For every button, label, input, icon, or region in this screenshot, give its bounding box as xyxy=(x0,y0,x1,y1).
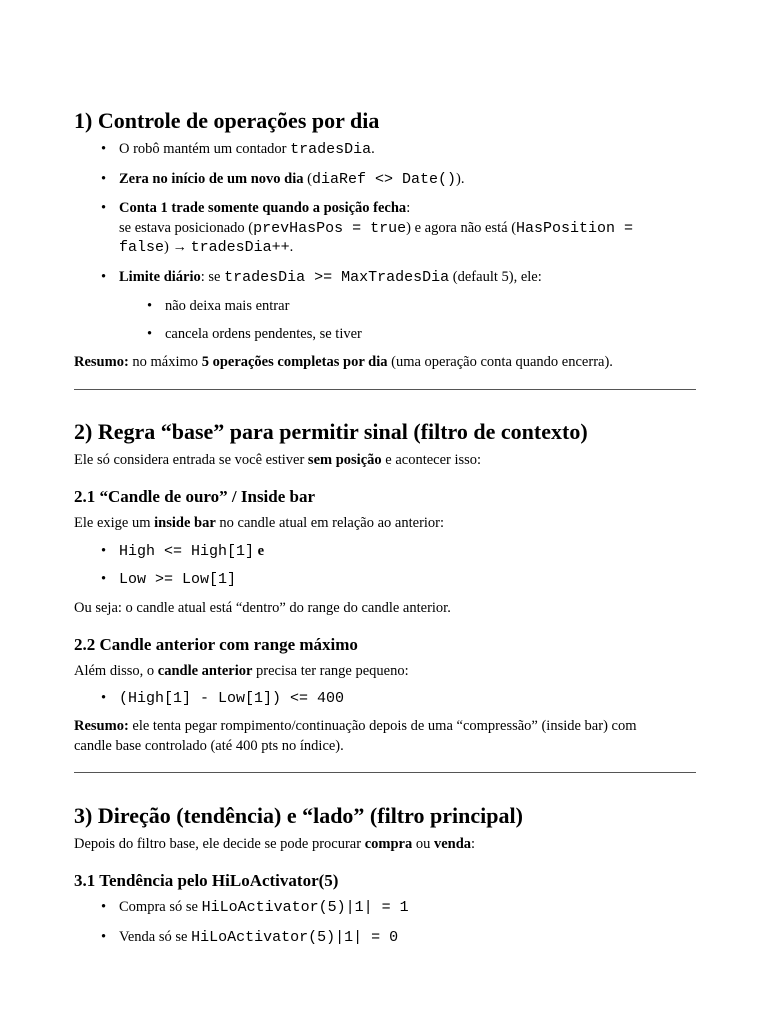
list-item-continuation: se estava posicionado (prevHasPos = true) e agora não está (HasPosition = xyxy=(119,220,634,237)
bullet: • xyxy=(147,298,153,314)
paragraph: Ele exige um inside bar no candle atual em relação ao anterior: xyxy=(74,515,445,531)
paragraph: Ele só considera entrada se você estiver sem posição e acontecer isso: xyxy=(74,452,482,468)
paragraph: Depois do filtro base, ele decide se pode procurar compra ou venda: xyxy=(74,836,476,852)
section-1-heading: 1) Controle de operações por dia xyxy=(74,108,380,133)
paragraph: Ou seja: o candle atual está “dentro” do range do candle anterior. xyxy=(74,600,451,616)
section-divider xyxy=(74,389,696,390)
sub-list-item: • não deixa mais entrar xyxy=(147,298,290,314)
bullet: • xyxy=(101,929,107,945)
subsection-2-2-heading: 2.2 Candle anterior com range máximo xyxy=(74,635,358,654)
list-item: • (High[1] - Low[1]) <= 400 xyxy=(101,690,345,707)
subsection-2-1-heading: 2.1 “Candle de ouro” / Inside bar xyxy=(74,487,316,506)
summary-paragraph: Resumo: ele tenta pegar rompimento/continuação depois de uma “compressão” (inside bar) com xyxy=(74,718,637,734)
section-2-heading: 2) Regra “base” para permitir sinal (filtro de contexto) xyxy=(74,419,588,444)
bullet: • xyxy=(101,171,107,187)
list-item: • Limite diário: se tradesDia >= MaxTradesDia (default 5), ele: xyxy=(101,269,542,286)
list-item: • High <= High[1] e xyxy=(101,543,265,560)
bullet: • xyxy=(101,571,107,587)
sub-list-item: • cancela ordens pendentes, se tiver xyxy=(147,326,362,342)
list-item: • Venda só se HiLoActivator(5)|1| = 0 xyxy=(101,929,399,946)
list-item: • Compra só se HiLoActivator(5)|1| = 1 xyxy=(101,899,409,916)
section-3-heading: 3) Direção (tendência) e “lado” (filtro principal) xyxy=(74,803,523,828)
bullet: • xyxy=(101,543,107,559)
section-divider xyxy=(74,772,696,773)
bullet: • xyxy=(101,690,107,706)
list-item: • O robô mantém um contador tradesDia. xyxy=(101,141,375,158)
bullet: • xyxy=(101,200,107,216)
list-item: • Conta 1 trade somente quando a posição fecha: xyxy=(101,200,411,216)
list-item-continuation: false) → tradesDia++. xyxy=(119,239,294,256)
bullet: • xyxy=(101,269,107,285)
bullet: • xyxy=(101,141,107,157)
list-item: • Low >= Low[1] xyxy=(101,571,237,588)
summary-paragraph-continuation: candle base controlado (até 400 pts no índice). xyxy=(74,738,344,754)
list-item: • Zera no início de um novo dia (diaRef <> Date()). xyxy=(101,171,465,188)
bullet: • xyxy=(147,326,153,342)
paragraph: Além disso, o candle anterior precisa ter range pequeno: xyxy=(74,663,409,679)
summary-paragraph: Resumo: no máximo 5 operações completas por dia (uma operação conta quando encerra). xyxy=(74,354,613,370)
subsection-3-1-heading: 3.1 Tendência pelo HiLoActivator(5) xyxy=(74,871,339,890)
bullet: • xyxy=(101,899,107,915)
